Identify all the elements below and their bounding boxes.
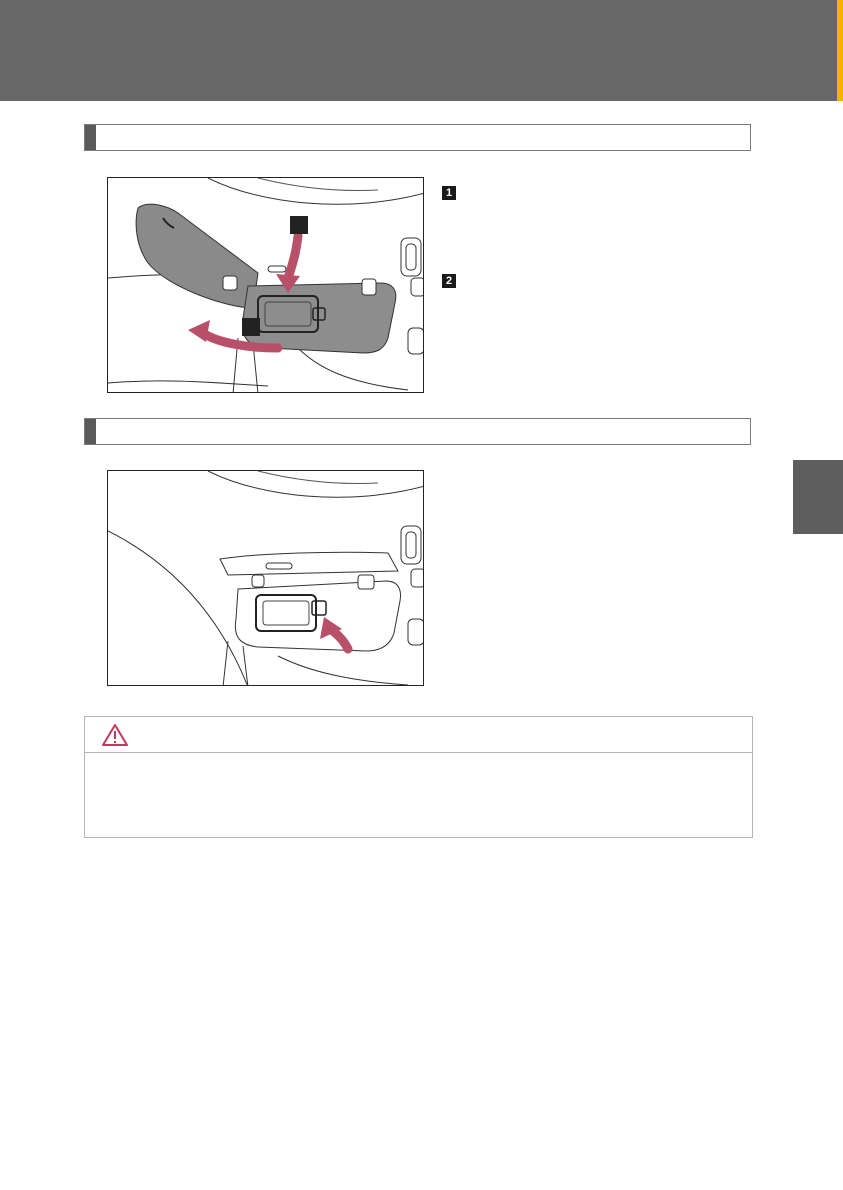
section-heading-marker [85,419,96,444]
callout-1-marker [290,216,308,234]
caution-box [84,716,753,838]
warning-triangle-icon [101,723,129,747]
header-accent-strip [837,0,843,101]
sun-visor-drawing-2 [108,471,424,686]
section-heading-2 [84,418,751,445]
step-2-number: 2 [442,274,456,288]
illustration-vanity-mirror [107,470,424,686]
step-2 [442,274,742,289]
header-band [0,0,843,101]
step-1 [442,186,742,201]
section-heading-marker [85,125,96,150]
section-heading-1 [84,124,751,151]
step-1-number: 1 [442,186,456,200]
callout-2-marker [242,318,260,336]
illustration-sun-visor-lowered [107,177,424,393]
chapter-side-tab [793,460,843,534]
sun-visor-drawing-1 [108,178,424,393]
caution-header [85,717,752,753]
